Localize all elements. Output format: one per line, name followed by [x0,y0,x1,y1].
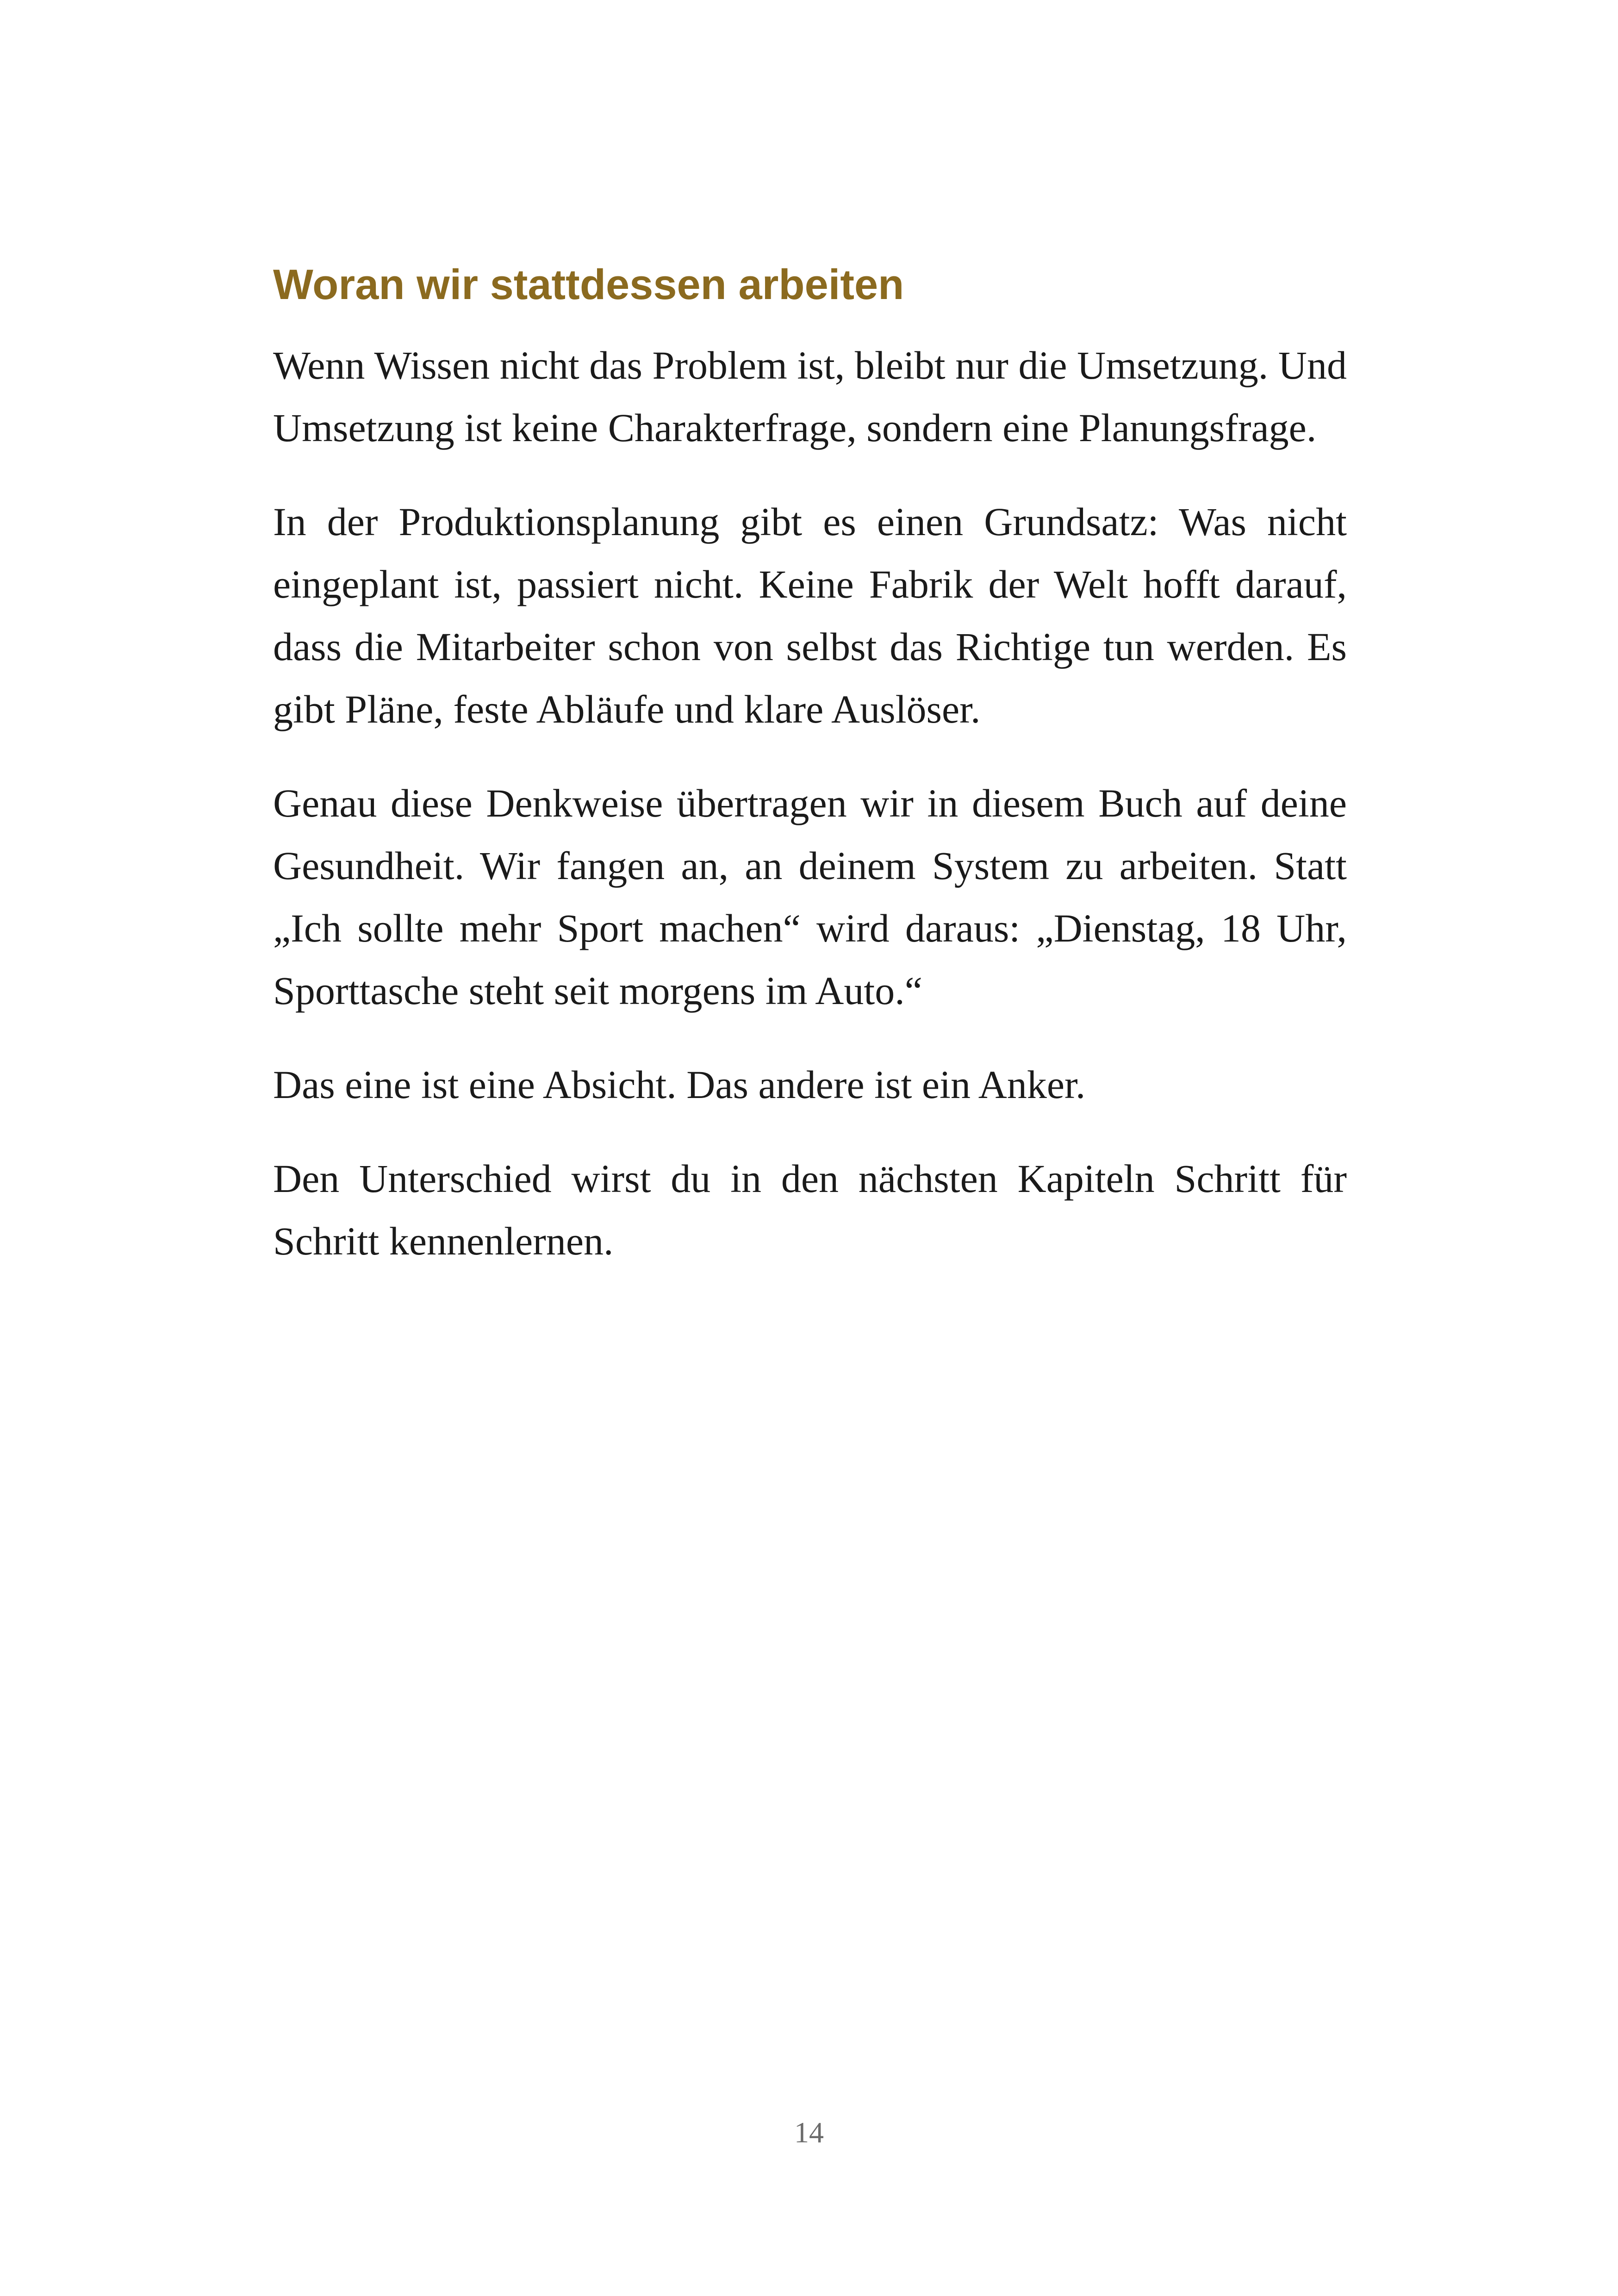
section-heading: Woran wir stattdessen arbeiten [273,261,904,308]
paragraph-3: Genau diese Denkweise übertragen wir in diesem Buch auf deine Gesundheit. Wir fangen an, an deinem System zu arbeiten. Statt „Ich sollte mehr Sport machen“ wird daraus: „Dienstag, 18 Uhr, Sporttasche steht seit morgens im Auto.“ [273,781,1347,1013]
page-number: 14 [794,2116,824,2149]
paragraph-2: In der Produktionsplanung gibt es einen Grundsatz: Was nicht eingeplant ist, passiert nicht. Keine Fabrik der Welt hofft darauf, dass die Mitarbeiter schon von selbst das Richtige tun werden. Es gibt Pläne, feste Abläufe und klare Auslöser. [273,499,1347,732]
paragraph-5: Den Unterschied wirst du in den nächsten Kapiteln Schritt für Schritt kennenlernen. [273,1156,1347,1264]
page-content [273,259,1347,1304]
paragraph-4: Das eine ist eine Absicht. Das andere ist ein Anker. [273,1062,1086,1107]
paragraph-1: Wenn Wissen nicht das Problem ist, bleibt nur die Umsetzung. Und Umsetzung ist keine Charakterfrage, sondern eine Planungsfrage. [273,343,1347,450]
